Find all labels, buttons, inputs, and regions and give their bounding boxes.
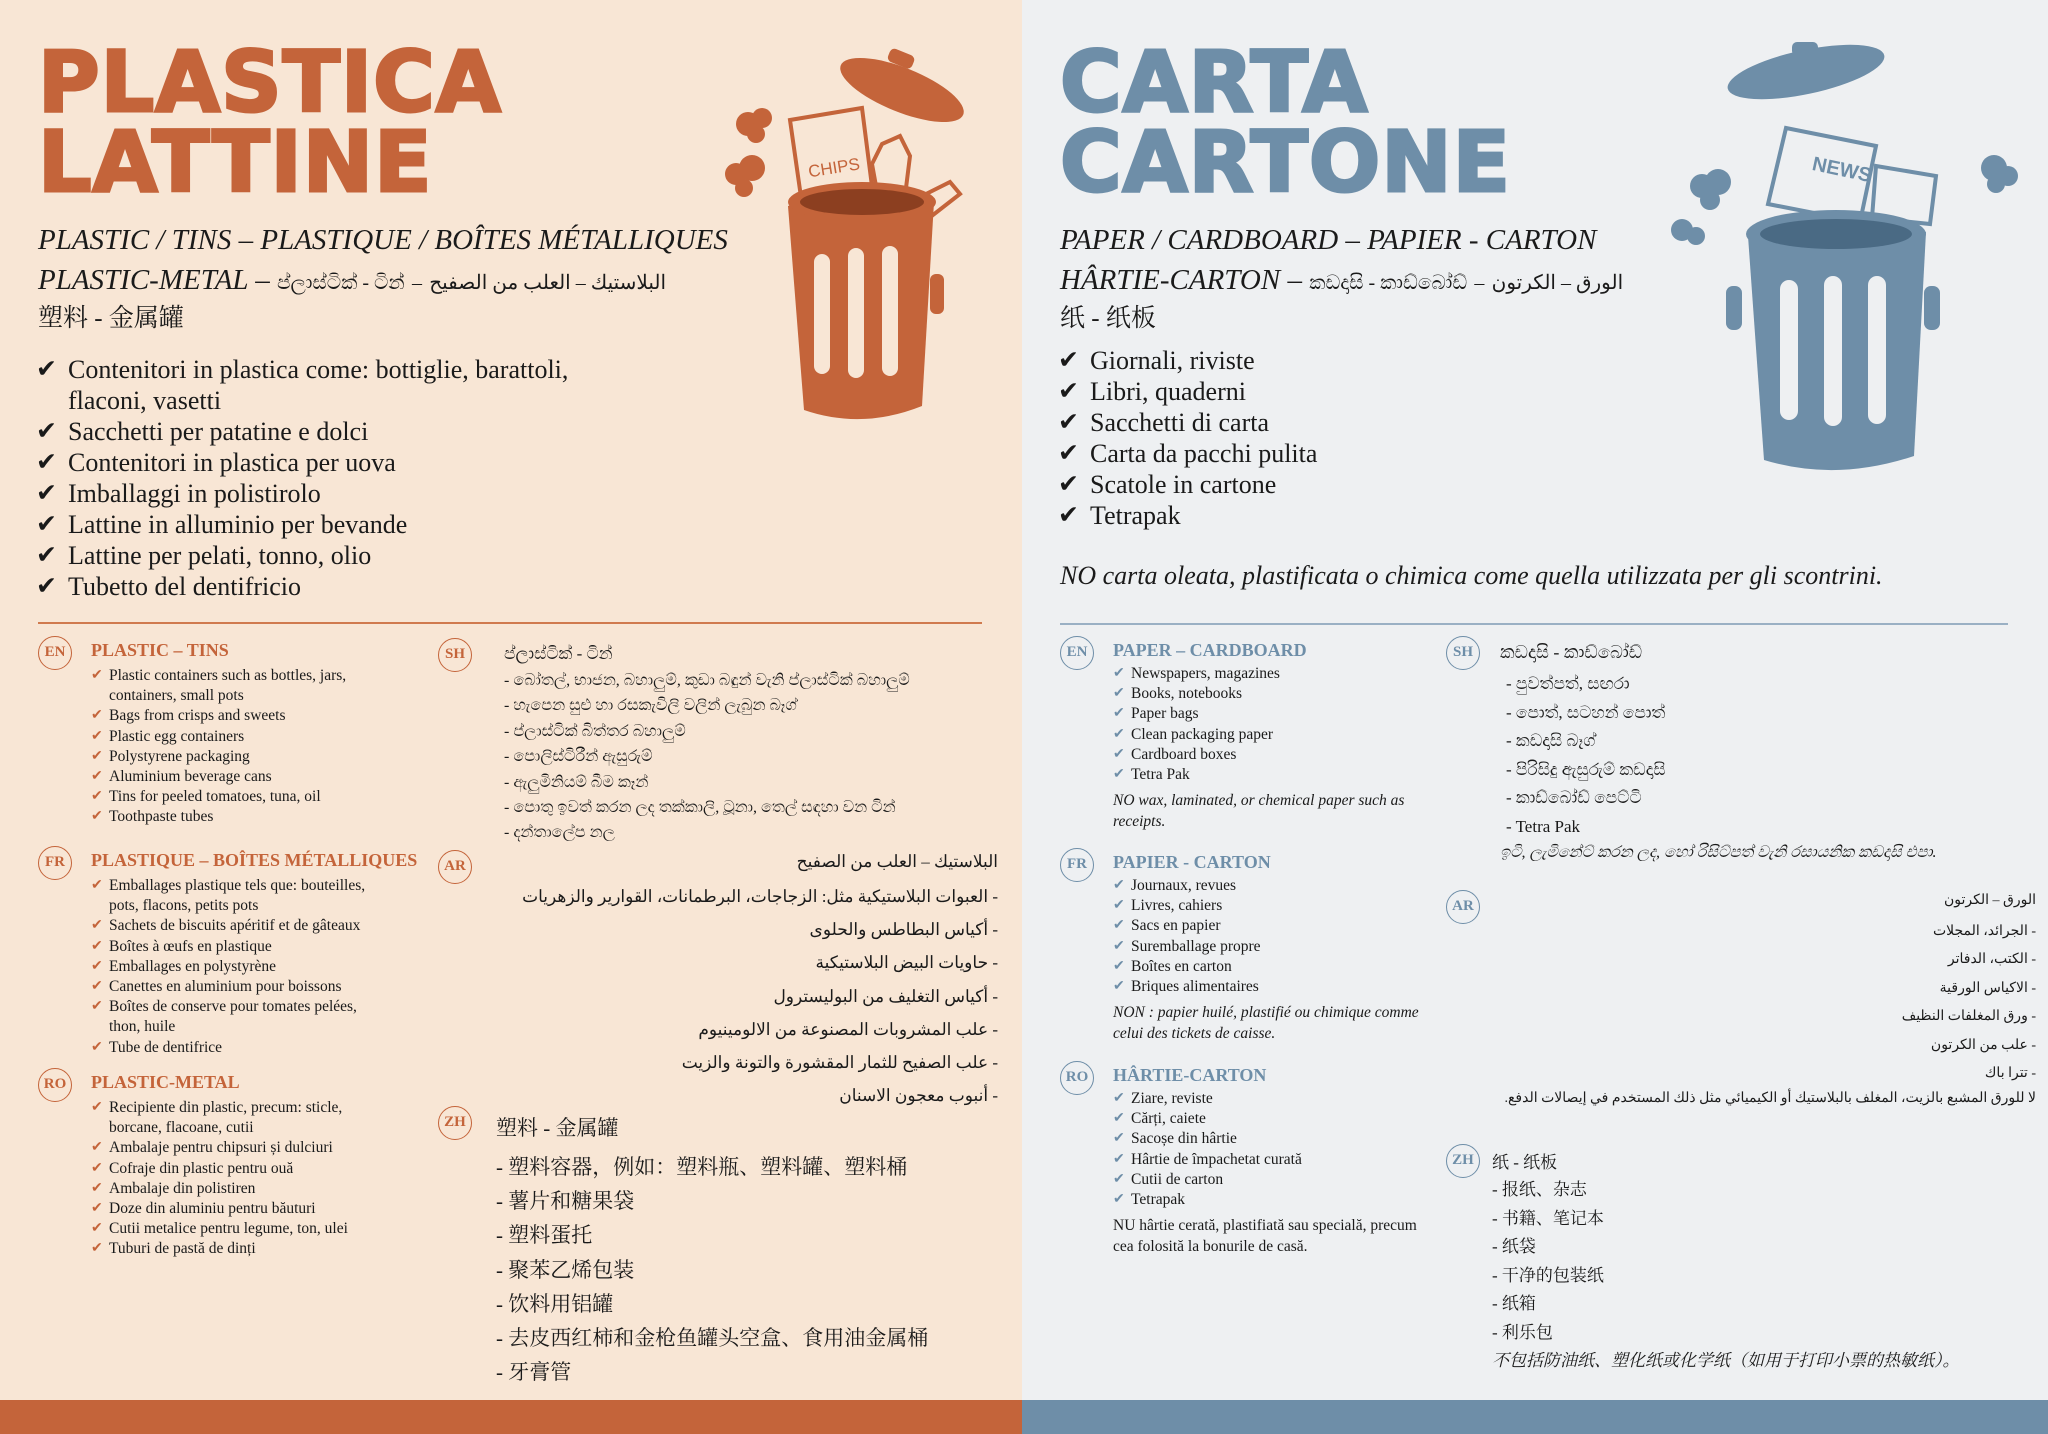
lang-heading-ro: PLASTIC-METAL [91, 1072, 240, 1092]
list-item: ✔ Ziare, reviste [1113, 1089, 1413, 1109]
list-item: ✔ Tetra Pak [1113, 765, 1413, 785]
list-item: ✔ Sacchetti per patatine e dolci [36, 416, 636, 447]
list-item: - ඇලුමිනියම් බීම කෑන් [504, 773, 649, 791]
list-item: ✔ Doze din aluminiu pentru băuturi [91, 1199, 391, 1219]
list-item: ✔ Tubetto del dentifricio [36, 571, 636, 602]
list-item: ✔ Tuburi de pastă de dinți [91, 1239, 391, 1259]
lang-list-ar [478, 880, 998, 1112]
list-item: - 牙膏管 [496, 1360, 572, 1385]
list-item: - 利乐包 [1492, 1322, 1553, 1342]
list-item: - 聚苯乙烯包装 [496, 1257, 635, 1282]
lang-badge-ro: RO [38, 1068, 72, 1102]
list-item: ✔ Boîtes de conserve pour tomates pelées, thon, huile [91, 997, 391, 1037]
lang-list-sh [504, 668, 910, 846]
paper-panel [1022, 0, 2048, 1434]
can-body [788, 182, 944, 419]
list-item: ✔ Cardboard boxes [1113, 745, 1413, 765]
list-item: - කාඩ්බෝඩ් පෙට්ටි [1506, 788, 1642, 807]
list-item: ✔ Journaux, revues [1113, 876, 1413, 896]
list-item: - පොලිස්ටිරීන් ඇසුරුම් [504, 748, 653, 766]
lang-block-ar [1446, 890, 2036, 1120]
list-item: - 书籍、笔记本 [1492, 1208, 1604, 1228]
list-item: ✔ Sacs en papier [1113, 916, 1413, 936]
list-item: ✔ Tetrapak [1113, 1190, 1413, 1210]
list-item: ✔ Contenitori in plastica come: bottiglie, barattoli, flaconi, vasetti [36, 354, 636, 416]
list-item: - කඩදාසි බෑග් [1506, 731, 1596, 750]
lang-heading-en: PLASTIC – TINS [91, 640, 229, 660]
list-item: ✔ Recipiente din plastic, precum: sticle, borcane, flacoane, cutii [91, 1098, 391, 1138]
subtitle-1: PAPER / CARDBOARD – PAPIER - CARTON [1060, 224, 1597, 256]
lang-badge-zh: ZH [438, 1106, 472, 1140]
lang-heading-fr: PLASTIQUE – BOÎTES MÉTALLIQUES [91, 850, 418, 870]
lang-heading-fr: PAPIER - CARTON [1113, 852, 1271, 872]
list-item: - علب من الكرتون [1930, 1037, 2036, 1053]
list-item: ✔ Polystyrene packaging [91, 747, 381, 767]
list-item: - أكياس البطاطس والحلوى [809, 920, 998, 940]
subtitle-3-chinese: 纸 - 纸板 [1060, 305, 1156, 332]
list-item: ✔ Imballaggi in polistirolo [36, 478, 636, 509]
list-item: - හැපෙන සුළු හා රසකැවිලි වලින් ලැබුන බෑග් [504, 697, 797, 715]
list-item: ✔ Libri, quaderni [1058, 376, 1558, 407]
list-item: ✔ Boîtes à œufs en plastique [91, 937, 391, 957]
list-item: - 纸袋 [1492, 1237, 1536, 1257]
list-item: ✔ Giornali, riviste [1058, 345, 1558, 376]
title-line-1: PLASTICA [38, 33, 502, 131]
divider [38, 622, 982, 624]
lang-badge-fr: FR [38, 846, 72, 880]
footer-bar [1022, 1400, 2048, 1434]
list-item: - බෝතල්, භාජන, බහාලුම්, කුඩා බඳුන් වැනි ප්ලාස්ටික් බහාලුම් [504, 672, 910, 689]
list-item: - 报纸、杂志 [1492, 1180, 1587, 1199]
lang-heading-ro: HÂRTIE-CARTON [1113, 1065, 1267, 1085]
list-item: - علب الصفيح للثمار المقشورة والتونة والزيت [681, 1053, 998, 1073]
plastic-trash-can-illustration [712, 34, 988, 454]
footer-bar [0, 1400, 1022, 1434]
list-item: - الجرائد، المجلات [1932, 924, 2036, 939]
list-item: - දන්තාලේප නල [504, 824, 615, 842]
lang-list-zh [496, 1150, 928, 1389]
lang-badge-ro: RO [1060, 1061, 1094, 1095]
list-item: ✔ Lattine in alluminio per bevande [36, 509, 636, 540]
list-item: - الكتب، الدفاتر [1947, 952, 2036, 968]
subtitle-2-sinhala: කඩදාසි - කාඩ්බෝඩ් [1309, 272, 1468, 294]
list-item: ✔ Bags from crisps and sweets [91, 706, 381, 726]
title-line-1: CARTA [1060, 33, 1369, 131]
paper-main-list [1058, 345, 1558, 531]
subtitle-2-sinhala: ප්ලාස්ටික් - ටින් [277, 272, 405, 294]
lang-heading-zh: 塑料 - 金属罐 [496, 1116, 619, 1140]
list-item: - 塑料容器，例如：塑料瓶、塑料罐、塑料桶 [496, 1155, 908, 1179]
lang-note-ro: NU hârtie cerată, plastifiată sau specială, precum cea folosită la bonurile de casă. [1113, 1217, 1417, 1255]
list-item: ✔ Aluminium beverage cans [91, 767, 381, 787]
list-item: - 纸箱 [1492, 1294, 1536, 1314]
list-item: ✔ Clean packaging paper [1113, 725, 1413, 745]
lang-block-zh [438, 1106, 998, 1396]
paper-trash-can-illustration [1636, 36, 2026, 482]
list-item: ✔ Plastic egg containers [91, 727, 381, 747]
lang-block-sh [438, 638, 998, 842]
lang-list-ar [1636, 918, 2036, 1088]
lang-heading-ar: البلاستيك – العلب من الصفيح [796, 852, 998, 871]
list-item: ✔ Books, notebooks [1113, 684, 1413, 704]
subtitle-2-arabic: البلاستيك – العلب من الصفيح [429, 272, 667, 294]
lang-note-fr: NON : papier huilé, plastifié ou chimique comme celui des tickets de caisse. [1113, 1004, 1419, 1042]
list-item: ✔ Briques alimentaires [1113, 977, 1413, 997]
lang-list-ro [91, 1098, 391, 1260]
subtitle-2 [38, 262, 666, 301]
subtitle-2-arabic: الورق – الكرتون [1491, 272, 1624, 294]
list-item: ✔ Carta da pacchi pulita [1058, 438, 1558, 469]
subtitle-3-chinese: 塑料 - 金属罐 [38, 305, 184, 332]
list-item: - علب المشروبات المصنوعة من الالومينيوم [698, 1019, 998, 1039]
lang-badge-fr: FR [1060, 848, 1094, 882]
subtitle-2-latin: PLASTIC-METAL – [38, 264, 270, 296]
plastic-title [38, 33, 502, 211]
lang-list-zh [1492, 1176, 1604, 1348]
list-item: - العبوات البلاستيكية مثل: الزجاجات، البرطمانات، القوارير والزهريات [522, 887, 998, 906]
lang-list-en [91, 666, 381, 828]
list-item: ✔ Cutii metalice pentru legume, ton, ulei [91, 1219, 391, 1239]
news-label: NEWS [1810, 153, 1874, 188]
newspaper [1768, 128, 1936, 224]
smoke-puffs [725, 108, 772, 197]
lang-list-fr [1113, 876, 1413, 997]
plastic-panel [0, 0, 1022, 1434]
lang-badge-zh: ZH [1446, 1144, 1480, 1178]
list-item: - ප්ලාස්ටික් බිත්තර බහාලුම් [504, 722, 686, 740]
list-item: - Tetra Pak [1506, 816, 1581, 836]
plastic-main-list [36, 354, 636, 602]
lang-heading-zh: 纸 - 纸板 [1492, 1153, 1558, 1172]
paper-exclusion-note: NO carta oleata, plastificata o chimica come quella utilizzata per gli scontrini. [1060, 561, 1883, 590]
list-item: ✔ Contenitori in plastica per uova [36, 447, 636, 478]
list-item: ✔ Hârtie de împachetat curată [1113, 1150, 1413, 1170]
list-item: ✔ Newspapers, magazines [1113, 664, 1413, 684]
lid [1723, 36, 1889, 110]
list-item: ✔ Tube de dentifrice [91, 1038, 391, 1058]
list-item: - حاويات البيض البلاستيكية [815, 953, 998, 973]
lang-list-ro [1113, 1089, 1413, 1210]
lang-block-ar [438, 850, 998, 1110]
list-item: - تترا باك [1984, 1066, 2036, 1082]
list-item: ✔ Toothpaste tubes [91, 807, 381, 827]
list-item: ✔ Ambalaje din polistiren [91, 1179, 391, 1199]
list-item: ✔ Cutii de carton [1113, 1170, 1413, 1190]
lang-block-en [38, 636, 418, 836]
list-item: - 去皮西红柿和金枪鱼罐头空盒、食用油金属桶 [496, 1326, 929, 1351]
list-item: ✔ Sachets de biscuits apéritif et de gâteaux [91, 916, 391, 936]
list-item: - ورق المغلفات النظيف [1901, 1009, 2036, 1025]
lang-badge-ar: AR [1446, 890, 1480, 924]
chips-label: CHIPS [806, 154, 862, 182]
lang-heading-en: PAPER – CARDBOARD [1113, 640, 1307, 660]
list-item: ✔ Livres, cahiers [1113, 896, 1413, 916]
list-item: ✔ Canettes en aluminium pour boissons [91, 977, 391, 997]
lang-note-sh: ඉටි, ලැමිනේට් කරන ලද, හෝ රිසිට්පත් වැනි රසායනික කඩදාසි එපා. [1500, 844, 1937, 861]
list-item: - පොතු ඉවත් කරන ලද තක්කාලි, ටූනා, තෙල් සඳහා වන ටින් [504, 799, 896, 817]
lang-note-ar: لا للورق المشبع بالزيت، المغلف بالبلاستيك أو الكيميائي مثل ذلك المستخدم في إيصالات الدفع. [1504, 1091, 2036, 1106]
lang-heading-sh: ප්ලාස්ටික් - ටින් [504, 644, 613, 663]
lang-badge-ar: AR [438, 850, 472, 884]
list-item: - 饮料用铝罐 [496, 1291, 614, 1316]
lang-block-ro [38, 1068, 438, 1268]
list-item: ✔ Scatole in cartone [1058, 469, 1558, 500]
list-item: - පිරිසිදු ඇසුරුම් කඩදාසි [1506, 759, 1666, 779]
subtitle-2-separator: – [1474, 272, 1485, 294]
lang-note-zh: 不包括防油纸、塑化纸或化学纸（如用于打印小票的热敏纸）。 [1492, 1351, 1960, 1370]
list-item: - أكياس التغليف من البوليسترول [773, 986, 998, 1006]
list-item: - 薯片和糖果袋 [496, 1189, 635, 1214]
list-item: ✔ Cofraje din plastic pentru ouă [91, 1159, 391, 1179]
divider [1060, 623, 2008, 625]
lang-block-zh [1446, 1144, 2036, 1374]
list-item: ✔ Sacoșe din hârtie [1113, 1129, 1413, 1149]
lang-note-en: NO wax, laminated, or chemical paper such as receipts. [1113, 792, 1405, 830]
lang-badge-sh: SH [438, 638, 472, 672]
title-line-2: LATTINE [38, 113, 433, 211]
paper-title [1060, 33, 1511, 211]
lang-list-en [1113, 664, 1413, 785]
subtitle-2-latin: HÂRTIE-CARTON – [1060, 264, 1302, 296]
list-item: - පුවත්පත්, සඟරා [1506, 674, 1630, 693]
lang-block-sh [1446, 636, 2026, 876]
subtitle-2 [1060, 262, 1623, 301]
list-item: - الاكياس الورقية [1939, 980, 2036, 996]
list-item: ✔ Emballages plastique tels que: bouteilles, pots, flacons, petits pots [91, 876, 391, 916]
lang-block-ro [1060, 1061, 1440, 1271]
list-item: ✔ Emballages en polystyrène [91, 957, 391, 977]
list-item: ✔ Lattine per pelati, tonno, olio [36, 540, 636, 571]
lang-block-en [1060, 636, 1440, 836]
lang-block-fr [1060, 848, 1440, 1048]
lang-badge-en: EN [38, 636, 72, 670]
subtitle-2-separator: – [411, 272, 422, 294]
list-item: ✔ Boîtes en carton [1113, 957, 1413, 977]
list-item: ✔ Suremballage propre [1113, 937, 1413, 957]
list-item: - 干净的包装纸 [1492, 1265, 1604, 1285]
list-item: ✔ Paper bags [1113, 704, 1413, 724]
list-item: - أنبوب معجون الاسنان [839, 1086, 998, 1106]
list-item: ✔ Plastic containers such as bottles, jars, containers, small pots [91, 666, 381, 706]
lang-list-sh [1506, 670, 1666, 841]
lang-badge-en: EN [1060, 636, 1094, 670]
list-item: - පොත්, සටහන් පොත් [1506, 702, 1666, 722]
lang-badge-sh: SH [1446, 636, 1480, 670]
can-body [1726, 210, 1940, 470]
list-item: ✔ Tetrapak [1058, 500, 1558, 531]
lang-heading-ar: الورق – الكرتون [1943, 893, 2036, 908]
list-item: ✔ Sacchetti di carta [1058, 407, 1558, 438]
list-item: ✔ Tins for peeled tomatoes, tuna, oil [91, 787, 381, 807]
list-item: - 塑料蛋托 [496, 1223, 593, 1248]
lang-heading-sh: කඩදාසි - කාඩ්බෝඩ් [1500, 642, 1643, 662]
list-item: ✔ Cărți, caiete [1113, 1109, 1413, 1129]
title-line-2: CARTONE [1060, 113, 1511, 211]
lang-block-fr [38, 846, 438, 1056]
list-item: ✔ Ambalaje pentru chipsuri și dulciuri [91, 1138, 391, 1158]
subtitle-1: PLASTIC / TINS – PLASTIQUE / BOÎTES MÉTALLIQUES [38, 224, 728, 256]
lang-list-fr [91, 876, 391, 1058]
